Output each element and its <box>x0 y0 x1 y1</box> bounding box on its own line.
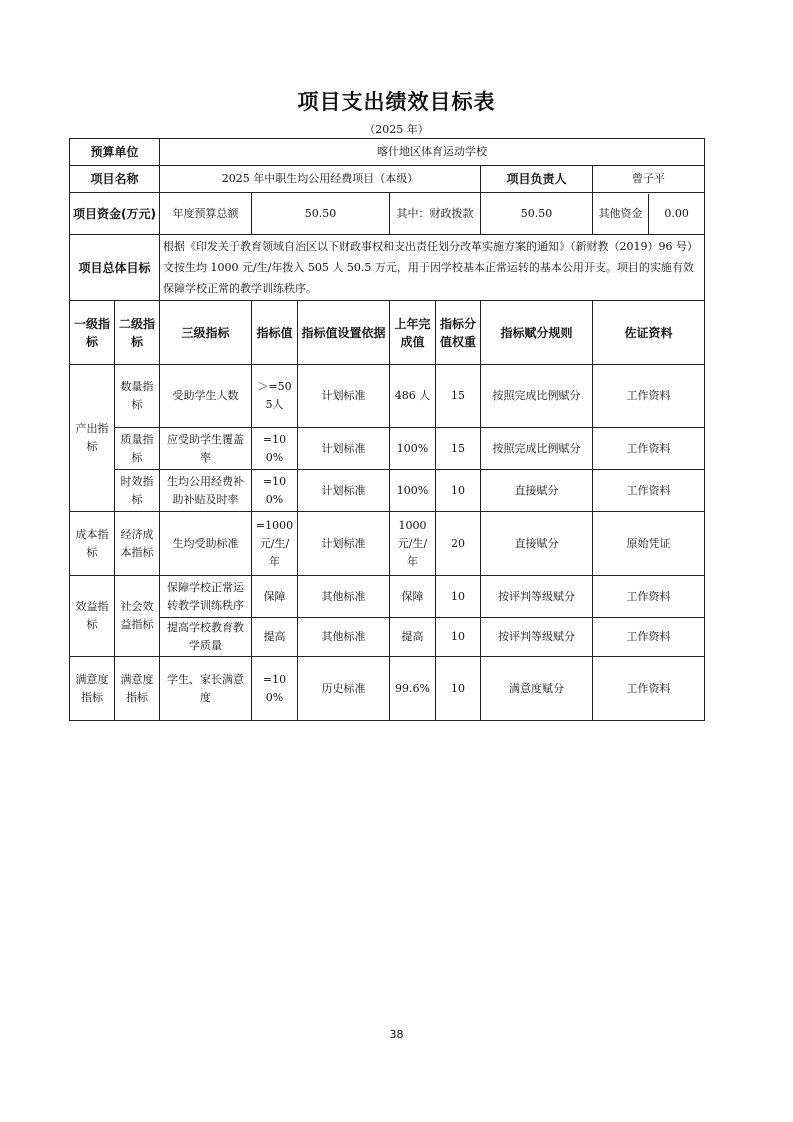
total-value: 50.50 <box>252 193 390 235</box>
value-cell: ＞=505人 <box>252 365 298 428</box>
col-level2: 二级指标 <box>115 301 160 365</box>
level2-cell: 满意度指标 <box>115 657 160 721</box>
weight-cell: 10 <box>436 618 481 657</box>
other-funds-cell <box>593 193 705 235</box>
page-title: 项目支出绩效目标表 <box>297 90 496 114</box>
level1-cell: 产出指标 <box>70 365 115 512</box>
level2-cell: 数量指标 <box>115 365 160 428</box>
col-last: 上年完成值 <box>390 301 436 365</box>
fiscal-value: 50.50 <box>481 193 593 235</box>
unit-label: 预算单位 <box>70 139 160 166</box>
other-value: 0.00 <box>664 206 689 220</box>
col-level3: 三级指标 <box>160 301 252 365</box>
col-level1: 一级指标 <box>70 301 115 365</box>
rule-cell: 按照完成比例赋分 <box>481 365 593 428</box>
level3-cell: 生均受助标准 <box>160 512 252 576</box>
rule-cell: 直接赋分 <box>481 470 593 512</box>
weight-cell: 10 <box>436 657 481 721</box>
table-row <box>70 428 705 470</box>
last-cell: 486 人 <box>390 365 436 428</box>
fiscal-label: 其中：财政拨款 <box>390 193 481 235</box>
project-name-value: 2025 年中职生均公用经费项目（本级） <box>160 166 481 193</box>
level2-cell: 时效指标 <box>115 470 160 512</box>
total-label: 年度预算总额 <box>160 193 252 235</box>
last-cell: 100% <box>390 428 436 470</box>
goal-text: 根据《印发关于教育领域自治区以下财政事权和支出责任划分改革实施方案的通知》（新财教（2019）96 号）文按生均 1000 元/生/年拨入 505 人 50.5 万元，用于因学校基本正常运转的基本公用开支。项目的实施有效保障学校正常的教学训练秩序。 <box>160 235 705 301</box>
basis-cell: 计划标准 <box>298 470 390 512</box>
year-label: （2025 年） <box>364 123 429 136</box>
weight-cell: 20 <box>436 512 481 576</box>
performance-table <box>69 138 705 721</box>
level2-cell: 社会效益指标 <box>115 576 160 657</box>
rule-cell: 直接赋分 <box>481 512 593 576</box>
basis-cell: 其他标准 <box>298 576 390 618</box>
page-number: 38 <box>389 1028 404 1041</box>
table-row <box>70 657 705 721</box>
level3-cell: 提高学校教育教学质量 <box>160 618 252 657</box>
rule-cell: 按评判等级赋分 <box>481 576 593 618</box>
col-evidence: 佐证资料 <box>593 301 705 365</box>
table-row <box>70 470 705 512</box>
last-cell: 99.6% <box>390 657 436 721</box>
value-cell: =1000元/生/年 <box>252 512 298 576</box>
evidence-cell: 工作资料 <box>593 428 705 470</box>
basis-cell: 其他标准 <box>298 618 390 657</box>
level2-cell: 质量指标 <box>115 428 160 470</box>
basis-cell: 计划标准 <box>298 428 390 470</box>
last-cell: 100% <box>390 470 436 512</box>
level3-cell: 受助学生人数 <box>160 365 252 428</box>
leader-label: 项目负责人 <box>481 166 593 193</box>
weight-cell: 15 <box>436 365 481 428</box>
last-cell: 1000元/生/年 <box>390 512 436 576</box>
table-row <box>70 365 705 428</box>
col-rule: 指标赋分规则 <box>481 301 593 365</box>
col-value: 指标值 <box>252 301 298 365</box>
weight-cell: 15 <box>436 428 481 470</box>
value-cell: =100% <box>252 428 298 470</box>
col-weight: 指标分值权重 <box>436 301 481 365</box>
evidence-cell: 原始凭证 <box>593 512 705 576</box>
level3-cell: 保障学校正常运转教学训练秩序 <box>160 576 252 618</box>
basis-cell: 计划标准 <box>298 365 390 428</box>
level3-cell: 应受助学生覆盖率 <box>160 428 252 470</box>
other-label: 其他资金 <box>593 194 649 234</box>
evidence-cell: 工作资料 <box>593 365 705 428</box>
value-cell: 保障 <box>252 576 298 618</box>
value-cell: =100% <box>252 470 298 512</box>
weight-cell: 10 <box>436 576 481 618</box>
col-basis: 指标值设置依据 <box>298 301 390 365</box>
value-cell: =100% <box>252 657 298 721</box>
project-name-label: 项目名称 <box>70 166 160 193</box>
evidence-cell: 工作资料 <box>593 470 705 512</box>
table-row <box>70 618 705 657</box>
leader-value: 曾子平 <box>593 166 705 193</box>
funds-label: 项目资金(万元) <box>70 193 160 235</box>
level2-cell: 经济成本指标 <box>115 512 160 576</box>
table-row <box>70 512 705 576</box>
last-cell: 保障 <box>390 576 436 618</box>
rule-cell: 按照完成比例赋分 <box>481 428 593 470</box>
basis-cell: 计划标准 <box>298 512 390 576</box>
level1-cell: 成本指标 <box>70 512 115 576</box>
weight-cell: 10 <box>436 470 481 512</box>
level1-cell: 效益指标 <box>70 576 115 657</box>
goal-label: 项目总体目标 <box>70 235 160 301</box>
value-cell: 提高 <box>252 618 298 657</box>
rule-cell: 按评判等级赋分 <box>481 618 593 657</box>
table-row <box>70 576 705 618</box>
rule-cell: 满意度赋分 <box>481 657 593 721</box>
level3-cell: 生均公用经费补助补贴及时率 <box>160 470 252 512</box>
unit-value: 喀什地区体育运动学校 <box>160 139 705 166</box>
evidence-cell: 工作资料 <box>593 657 705 721</box>
last-cell: 提高 <box>390 618 436 657</box>
basis-cell: 历史标准 <box>298 657 390 721</box>
evidence-cell: 工作资料 <box>593 618 705 657</box>
level1-cell: 满意度指标 <box>70 657 115 721</box>
level3-cell: 学生、家长满意度 <box>160 657 252 721</box>
evidence-cell: 工作资料 <box>593 576 705 618</box>
